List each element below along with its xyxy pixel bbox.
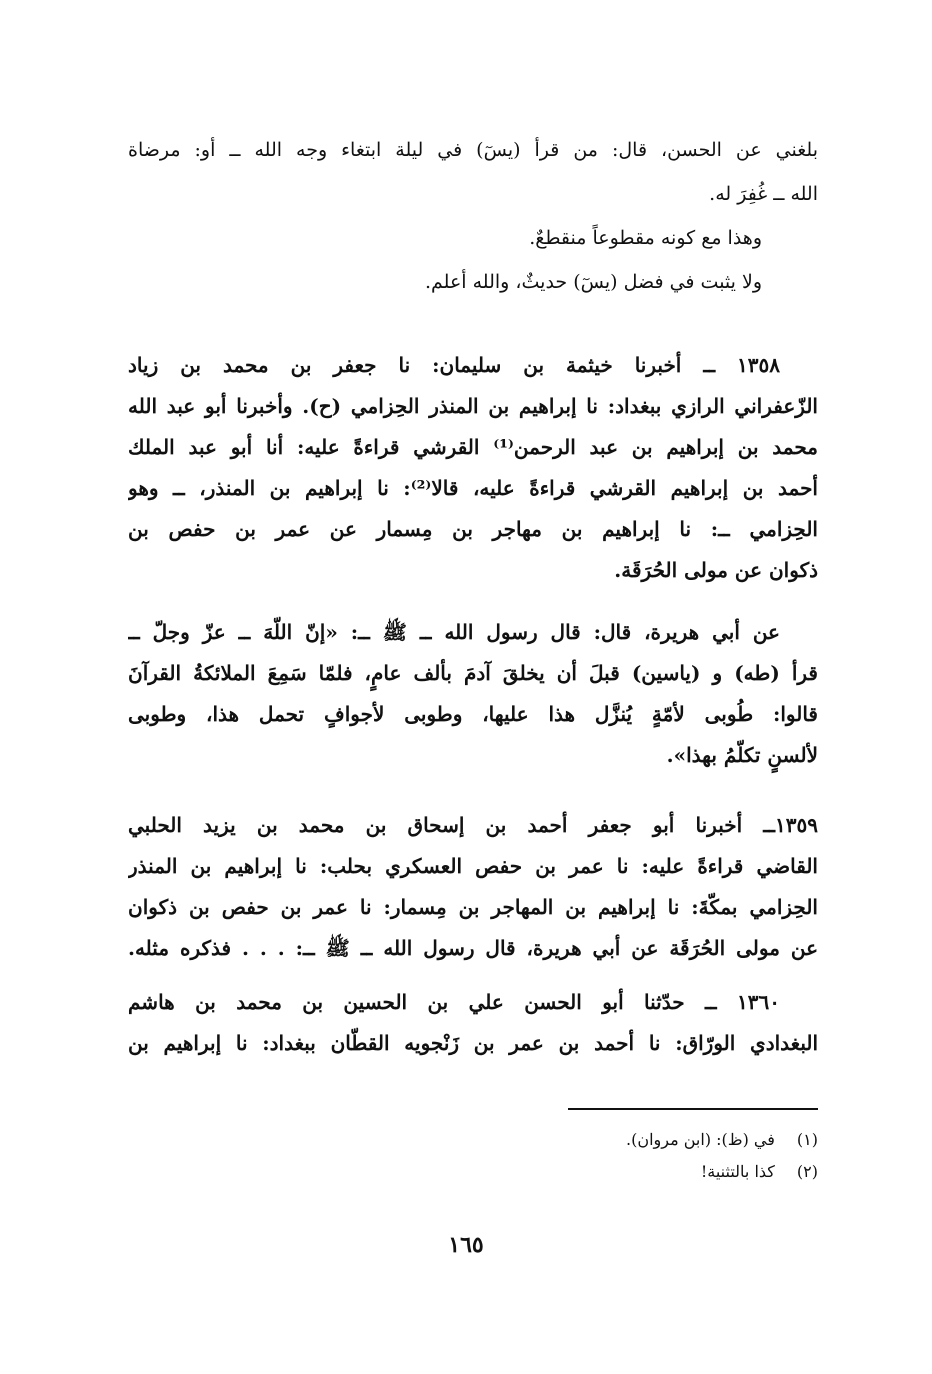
hadith-1358-matn	[128, 612, 818, 776]
hadith-1358-line-3: محمد بن إبراهيم بن عبد الرحمن⁽¹⁾ القرشي قراءةً عليه: أنا أبو عبد الملك	[128, 435, 818, 459]
footnote-1-number: (١)	[796, 1130, 818, 1149]
footnote-1	[400, 1124, 818, 1156]
footnote-divider	[568, 1108, 818, 1110]
intro-line-1: بلغني عن الحسن، قال: من قرأ (يسٓ) في ليلة ابتغاء وجه الله ــ أو: مرضاة	[128, 139, 818, 161]
footnote-2-text: كذا بالتثنية!	[700, 1162, 775, 1181]
intro-paragraph	[128, 128, 818, 304]
page-number: ١٦٥	[448, 1232, 484, 1258]
intro-line-4: ولا يثبت في فضل (يسٓ) حديثٌ، والله أعلم.	[424, 271, 762, 293]
matn-line-2: قرأ (طه) و (ياسين) قبلَ أن يخلقَ آدمَ بألف عامٍ، فلمّا سَمِعَ الملائكةُ القرآنَ	[128, 661, 818, 685]
footnote-1-text: في (ظ): (ابن مروان).	[626, 1130, 775, 1149]
hadith-1360	[128, 982, 818, 1064]
hadith-1360-line-2: البغدادي الورّاق: نا أحمد بن عمر بن زَنْجويه القطّان ببغداد: نا إبراهيم بن	[128, 1031, 818, 1055]
hadith-1360-line-1: ١٣٦٠ ــ حدّثنا أبو الحسن علي بن الحسين بن محمد بن هاشم	[128, 990, 780, 1014]
matn-line-4: لألسنٍ تكلّمُ بهذا».	[666, 743, 818, 767]
hadith-1358-isnad	[128, 345, 818, 591]
hadith-1359-line-2: القاضي قراءةً عليه: نا عمر بن حفص العسكري بحلب: نا إبراهيم بن المنذر	[128, 854, 818, 878]
footnote-2-number: (٢)	[796, 1162, 818, 1181]
hadith-1359-line-1: ١٣٥٩ــ أخبرنا أبو جعفر أحمد بن إسحاق بن محمد بن يزيد الحلبي	[128, 813, 818, 837]
intro-line-2: الله ــ غُفِرَ له.	[709, 183, 818, 205]
hadith-1359-line-4: عن مولى الحُرَقَة عن أبي هريرة، قال رسول الله ــ ﷺ ــ: . . . فذكره مثله.	[128, 936, 818, 960]
hadith-1358-line-6: ذكوان عن مولى الحُرَقَة.	[614, 558, 818, 582]
hadith-1358-line-1: ١٣٥٨ ــ أخبرنا خيثمة بن سليمان: نا جعفر بن محمد بن زياد	[128, 353, 780, 377]
matn-line-1: عن أبي هريرة، قال: قال رسول الله ــ ﷺ ــ: «إنّ اللّهَ ــ عزّ وجلّ ــ	[128, 620, 780, 644]
hadith-1358-line-5: الحِزامي ــ: نا إبراهيم بن مهاجر بن مِسمار عن عمر بن حفص بن	[128, 517, 818, 541]
footnote-2	[400, 1156, 818, 1188]
hadith-1358-line-4: أحمد بن إبراهيم القرشي قراءةً عليه، قالا⁽²⁾: نا إبراهيم بن المنذر، ــ وهو	[128, 476, 818, 500]
hadith-1358-line-2: الزّعفراني الرازي ببغداد: نا إبراهيم بن المنذر الحِزامي (ح). وأخبرنا أبو عبد الله	[128, 394, 818, 418]
hadith-1359	[128, 805, 818, 969]
intro-line-3: وهذا مع كونه مقطوعاً منقطعٌ.	[529, 227, 762, 249]
footnotes	[400, 1124, 818, 1188]
hadith-1359-line-3: الحِزامي بمكّةَ: نا إبراهيم بن المهاجر بن مِسمار: نا عمر بن حفص بن ذكوان	[128, 895, 818, 919]
matn-line-3: قالوا: طُوبى لأمّةٍ يُنزَّل هذا عليها، وطوبى لأجوافٍ تحمل هذا، وطوبى	[128, 702, 818, 726]
